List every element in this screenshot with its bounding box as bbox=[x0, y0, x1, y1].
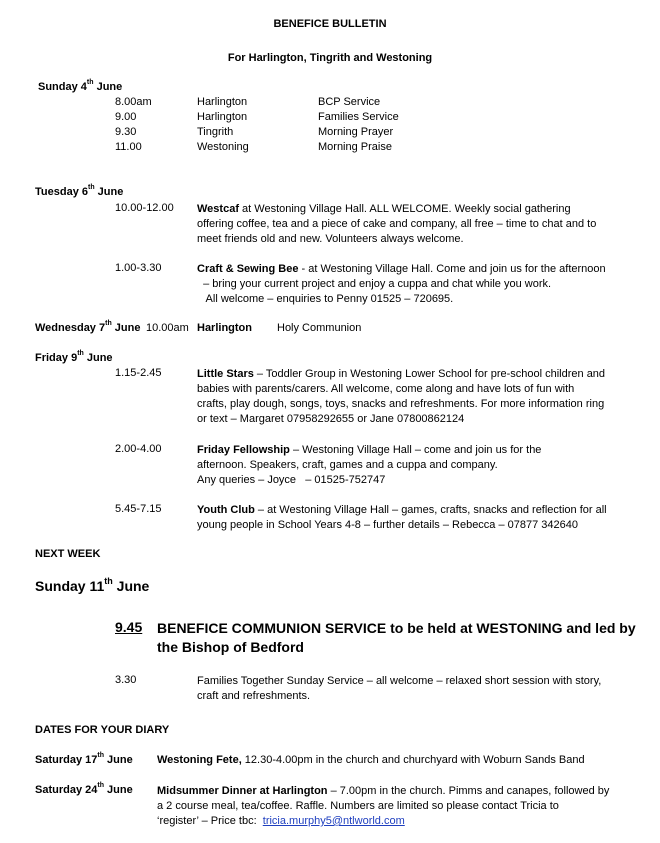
diary-label: DATES FOR YOUR DIARY bbox=[35, 724, 170, 736]
event-time: 3.30 bbox=[115, 674, 137, 686]
service-name: Morning Prayer bbox=[318, 126, 394, 138]
day-heading-friday-9: Friday 9th June bbox=[35, 350, 113, 364]
next-week-label: NEXT WEEK bbox=[35, 548, 101, 560]
event-craft-sewing: Craft & Sewing Bee - at Westoning Village Hall. Come and join us for the afternoon – bring your current project and enjoy a cuppa and chat while you work. All welcome – enquiries to Penny 01525 – 720695. bbox=[197, 263, 606, 305]
main-service-description: BENEFICE COMMUNION SERVICE to be held at WESTONING and led by the Bishop of Bedford bbox=[157, 620, 636, 655]
event-name: Youth Club bbox=[197, 504, 255, 516]
event-youth-club: Youth Club – at Westoning Village Hall – games, crafts, snacks and reflection for all young people in School Years 4-8 – further details – Rebecca – 07877 342640 bbox=[197, 504, 607, 531]
diary-date: Saturday 17th June bbox=[35, 752, 133, 766]
diary-item-midsummer-dinner: Midsummer Dinner at Harlington – 7.00pm in the church. Pimms and canapes, followed by a 2 course meal, tea/coffee. Raffle. Numbers are limited so please contact Tricia to ‘register’ – Price tbc: tricia.murphy5@ntlworld.com bbox=[157, 785, 610, 827]
event-westcaf: Westcaf at Westoning Village Hall. ALL WELCOME. Weekly social gathering offering coffee, tea and a piece of cake and company, all free – time to chat and to meet friends old and new. Volunteers always welcome. bbox=[197, 203, 597, 245]
service-place: Tingrith bbox=[197, 126, 234, 138]
event-friday-fellowship: Friday Fellowship – Westoning Village Hall – come and join us for the afternoon. Speakers, craft, games and a cuppa and company. Any queries – Joyce – 01525-752747 bbox=[197, 444, 542, 486]
service-time: 10.00am bbox=[146, 322, 189, 334]
main-service-time: 9.45 bbox=[115, 619, 143, 635]
event-time: 10.00-12.00 bbox=[115, 202, 174, 214]
event-name: Westcaf bbox=[197, 203, 239, 215]
event-time: 2.00-4.00 bbox=[115, 443, 162, 455]
service-name: Morning Praise bbox=[318, 141, 392, 153]
bulletin-title: BENEFICE BULLETIN bbox=[273, 18, 387, 30]
service-time: 8.00am bbox=[115, 96, 152, 108]
event-time: 5.45-7.15 bbox=[115, 503, 162, 515]
service-place: Harlington bbox=[197, 322, 252, 334]
service-place: Harlington bbox=[197, 96, 248, 108]
service-time: 9.30 bbox=[115, 126, 137, 138]
service-time: 11.00 bbox=[115, 141, 142, 153]
event-name: Little Stars bbox=[197, 368, 254, 380]
event-name: Westoning Fete, bbox=[157, 754, 242, 766]
event-name: Craft & Sewing Bee bbox=[197, 263, 299, 275]
day-heading-sunday-4: Sunday 4th June bbox=[38, 79, 123, 93]
day-heading-tuesday-6: Tuesday 6th June bbox=[35, 184, 124, 198]
service-place: Harlington bbox=[197, 111, 248, 123]
event-little-stars: Little Stars – Toddler Group in Westoning Lower School for pre-school children and babies with parents/carers. All welcome, come along and have lots of fun with crafts, play dough, songs, toys, snacks and refreshments. For more information ring or text – Margaret 07958292655 or Jane 07800862124 bbox=[197, 368, 606, 425]
event-families-together: Families Together Sunday Service – all welcome – relaxed short session with story, craft and refreshments. bbox=[197, 675, 602, 702]
day-heading-sunday-11: Sunday 11th June bbox=[35, 576, 150, 594]
diary-date: Saturday 24th June bbox=[35, 782, 133, 796]
diary-item-westoning-fete: Westoning Fete, 12.30-4.00pm in the church and churchyard with Woburn Sands Band bbox=[157, 754, 585, 766]
service-place: Westoning bbox=[197, 141, 249, 153]
bulletin-subtitle: For Harlington, Tingrith and Westoning bbox=[227, 52, 433, 64]
service-name: BCP Service bbox=[318, 96, 381, 108]
event-time: 1.15-2.45 bbox=[115, 367, 162, 379]
event-time: 1.00-3.30 bbox=[115, 262, 162, 274]
day-heading-wednesday-7: Wednesday 7th June bbox=[35, 320, 141, 334]
email-link[interactable]: tricia.murphy5@ntlworld.com bbox=[262, 815, 405, 827]
service-name: Holy Communion bbox=[277, 322, 362, 334]
service-time: 9.00 bbox=[115, 111, 137, 123]
service-name: Families Service bbox=[318, 111, 399, 123]
event-name: Midsummer Dinner at Harlington bbox=[157, 785, 328, 797]
event-name: Friday Fellowship bbox=[197, 444, 290, 456]
